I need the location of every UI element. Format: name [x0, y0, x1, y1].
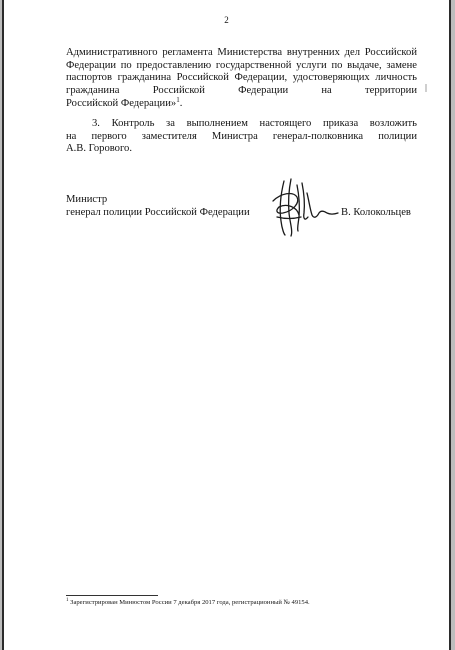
- text-line: на первого заместителя Министра генерал-полковника полиции: [66, 130, 417, 142]
- footnote-divider: [66, 595, 158, 596]
- footnote: [66, 599, 310, 606]
- footnote-text: Зарегистрирован Минюстом России 7 декабря 2017 года, регистрационный № 49154.: [68, 599, 310, 606]
- text-line: Федерации по предоставлению государственной услуги по выдаче, замене: [66, 59, 417, 71]
- sentence-end: .: [179, 97, 183, 109]
- document-page: [2, 0, 451, 650]
- signatory-rank: генерал полиции Российской Федерации: [66, 206, 250, 218]
- text-line-last: А.В. Горового.: [66, 143, 132, 155]
- signatory-title: [66, 194, 250, 219]
- signatory-position: Министр: [66, 194, 108, 205]
- signatory-name: В. Колокольцев: [341, 207, 411, 218]
- footnote-reference: 1: [176, 95, 180, 104]
- text-line: гражданина Российской Федерации на территории: [66, 85, 417, 97]
- paragraph-control: [66, 118, 417, 156]
- handwritten-signature: [267, 173, 339, 237]
- text-line-last: [66, 95, 417, 111]
- text-line: 3. Контроль за выполнением настоящего приказа возложить: [92, 118, 417, 129]
- scan-artifact: [425, 84, 427, 92]
- paragraph-regulation: [66, 47, 417, 111]
- page-number: 2: [224, 15, 229, 25]
- footnote-mark: 1: [66, 598, 69, 603]
- text-line-content: Российской Федерации»: [66, 97, 177, 109]
- text-line: Административного регламента Министерства внутренних дел Российской: [66, 47, 417, 58]
- text-line: паспортов гражданина Российской Федерации, удостоверяющих личность: [66, 72, 417, 84]
